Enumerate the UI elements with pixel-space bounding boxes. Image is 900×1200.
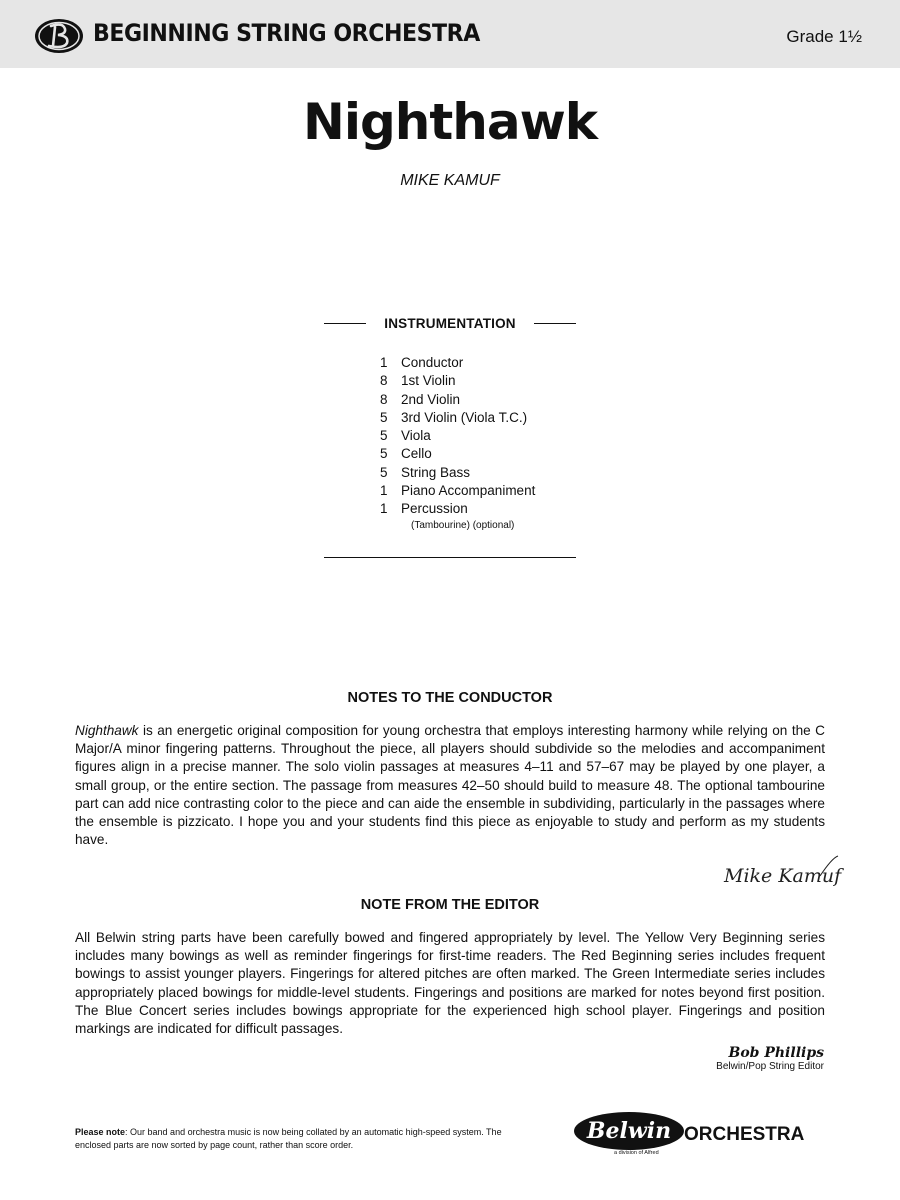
part-name: Conductor [401,355,464,370]
part-name: 2nd Violin [401,391,461,407]
composer-signature-text: Mike Kamuf [724,865,842,887]
belwin-b-logo-icon [33,16,85,56]
notes-editor-heading: NOTE FROM THE EDITOR [360,897,540,913]
part-name: Cello [401,446,432,462]
collation-note-label: Please note [75,1127,126,1137]
part-quantity: 1 [380,355,388,370]
notes-editor-body: All Belwin string parts have been carefully bowed and fingered appropriately by level. The Yellow Very Beginning series includes many bowings as well as reminder fingerings for first-time readers. The Red Beginning series includes frequent bowings to assist younger players. Fingerings for altered pitches are often marked. The Green Intermediate series includes appropriately placed bowings for middle-level students. Fingerings and positions are marked for notes beyond first position. The Blue Concert series includes bowings appropriate for the experienced high school player. Fingerings and position markings are indicated for difficult passages. [75,930,825,1037]
editor-signature [704,1042,824,1062]
part-quantity: 8 [380,373,388,389]
piece-title-reference: Nighthawk [75,723,139,738]
list-item [380,427,535,445]
series-title: BEGINNING STRING ORCHESTRA [93,19,480,47]
editor-signature-text: Bob Phillips [728,1045,824,1061]
list-item [380,372,535,390]
part-quantity: 1 [380,501,388,517]
composer-name: MIKE KAMUF [400,172,500,189]
publisher-name: Belwin [586,1118,672,1144]
notes-conductor-text: is an energetic original composition for young orchestra that employs interesting harmony while relying on the C Major/A minor fingering patterns. Throughout the piece, all players should subdivide so the melodies and accompaniment figures align in a precise manner. The solo violin passages at measures 4–11 and 57–67 may be played by one player, a small group, or the entire section. The passage from measures 42–50 should build to measure 48. The optional tambourine part can add nice contrasting color to the piece and can aide the ensemble in subdividing, particularly in the passages where the ensemble is pizzicato. I hope you and your students find this piece as enjoyable to study and perform as my students have. [75,723,825,848]
list-item [380,500,535,518]
piece-title: Nighthawk [302,93,598,151]
collation-note-text: : Our band and orchestra music is now being collated by an automatic high-speed system. The enclosed parts are now sorted by page count, rather than score order. [75,1127,502,1150]
part-name: 3rd Violin (Viola T.C.) [401,409,528,425]
instrumentation-list [380,354,535,533]
part-quantity: 5 [380,464,388,480]
part-name: 1st Violin [401,373,456,389]
divider [324,557,576,558]
list-item [380,482,535,500]
divider [324,323,366,324]
notes-conductor-heading: NOTES TO THE CONDUCTOR [347,690,553,706]
list-item [380,445,535,463]
divider [534,323,576,324]
instrumentation-heading-row [324,316,576,331]
collation-note [75,1126,535,1151]
part-quantity: 8 [380,391,388,407]
editor-title: Belwin/Pop String Editor [716,1061,824,1072]
part-name: String Bass [401,464,471,480]
part-quantity: 1 [380,483,388,499]
notes-conductor-body [75,722,825,849]
publisher-tagline: a division of Alfred [614,1150,659,1154]
list-item [380,354,535,372]
instrumentation-heading: INSTRUMENTATION [384,316,516,331]
part-quantity: 5 [380,409,388,425]
part-name: Viola [401,428,431,444]
part-quantity: 5 [380,428,388,444]
part-name: Piano Accompaniment [401,483,536,499]
list-item [380,464,535,482]
grade-level: Grade 1½ [786,27,862,46]
publisher-suffix: ORCHESTRA [684,1124,805,1145]
list-item [380,391,535,409]
belwin-orchestra-logo [572,1110,827,1154]
composer-signature [720,852,845,896]
part-name: Percussion [401,501,468,517]
percussion-note: (Tambourine) (optional) [411,519,515,531]
part-quantity: 5 [380,446,388,462]
list-item [380,409,535,427]
